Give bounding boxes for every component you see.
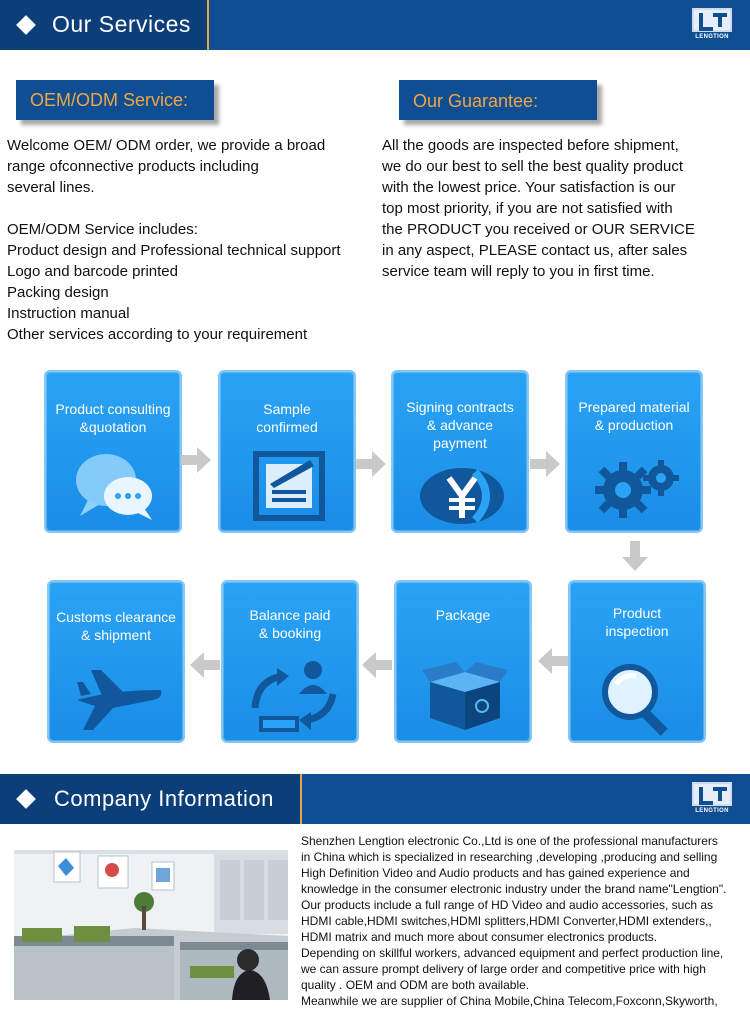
guarantee-heading: Our Guarantee: bbox=[399, 80, 597, 120]
oem-item: Logo and barcode printed bbox=[7, 263, 178, 280]
step-product-inspection bbox=[568, 580, 706, 743]
guarantee-line: the PRODUCT you received or OUR SERVICE bbox=[382, 221, 695, 238]
step-label-line: & booking bbox=[258, 625, 322, 641]
lengtion-logo bbox=[688, 782, 736, 816]
services-banner-tab bbox=[0, 0, 209, 50]
guarantee-line: service team will reply to you in first time. bbox=[382, 263, 655, 280]
step-label-line: payment bbox=[433, 435, 487, 451]
arrow-left-icon bbox=[362, 652, 392, 678]
box-icon bbox=[420, 660, 510, 732]
oem-item: Product design and Professional technical support bbox=[7, 242, 341, 259]
step-label bbox=[396, 606, 530, 624]
lengtion-logo bbox=[688, 8, 736, 42]
step-balance-paid bbox=[221, 580, 359, 743]
lengtion-logo-mark-icon bbox=[692, 8, 732, 32]
step-sample-confirmed bbox=[218, 370, 356, 533]
yen-coin-icon bbox=[417, 454, 507, 526]
company-text-line: Our products include a full range of HD Video and audio accessories, such as bbox=[301, 898, 714, 912]
company-text-line: HDMI matrix and much more about consumer electronics products. bbox=[301, 930, 658, 944]
diamond-icon bbox=[16, 15, 36, 35]
oem-intro-line: Welcome OEM/ ODM order, we provide a broad bbox=[7, 137, 326, 154]
company-text-line: Shenzhen Lengtion electronic Co.,Ltd is one of the professional manufacturers bbox=[301, 834, 718, 848]
step-label-line: Customs clearance bbox=[56, 609, 176, 625]
guarantee-line: with the lowest price. Your satisfaction is our bbox=[382, 179, 676, 196]
step-label bbox=[393, 398, 527, 452]
step-label-line: Signing contracts bbox=[406, 399, 514, 415]
step-label-line: Balance paid bbox=[249, 607, 331, 623]
guarantee-line: top most priority, if you are not satisfied with bbox=[382, 200, 673, 217]
step-label-line: & production bbox=[594, 417, 674, 433]
airplane-icon bbox=[73, 660, 163, 732]
lengtion-logo-text: LENGTION bbox=[695, 808, 729, 814]
company-banner-tab bbox=[0, 774, 302, 824]
services-title: Our Services bbox=[52, 11, 191, 37]
step-label-line: Prepared material bbox=[578, 399, 690, 415]
company-banner bbox=[0, 774, 750, 824]
step-label-line: & advance bbox=[426, 417, 494, 433]
guarantee-line: we do our best to sell the best quality product bbox=[382, 158, 684, 175]
services-banner bbox=[0, 0, 750, 50]
arrow-down-icon bbox=[622, 541, 648, 571]
company-text-line: High Definition Video and Audio products and has gained experience and bbox=[301, 866, 690, 880]
step-label-line: inspection bbox=[605, 623, 669, 639]
guarantee-text bbox=[382, 135, 695, 282]
step-label bbox=[570, 604, 704, 640]
step-label-line: &quotation bbox=[79, 419, 147, 435]
arrow-left-icon bbox=[190, 652, 220, 678]
oem-intro-line: range ofconnective products including bbox=[7, 158, 259, 175]
guarantee-line: All the goods are inspected before shipment, bbox=[382, 137, 679, 154]
company-text-line: quality . OEM and ODM are both available. bbox=[301, 978, 530, 992]
diamond-icon bbox=[16, 789, 36, 809]
company-text-line: knowledge in the consumer electronic industry under the brand name"Lengtion". bbox=[301, 882, 727, 896]
company-text-line: Depending on skillful workers, advanced equipment and perfect production line, bbox=[301, 946, 724, 960]
step-label bbox=[567, 398, 701, 434]
step-label bbox=[220, 400, 354, 436]
step-label bbox=[49, 608, 183, 644]
company-text-line: HDMI cable,HDMI switches,HDMI splitters,HDMI Converter,HDMI extenders,, bbox=[301, 914, 712, 928]
guarantee-line: in any aspect, PLEASE contact us, after sales bbox=[382, 242, 688, 259]
arrow-right-icon bbox=[530, 451, 560, 477]
step-label-line: & shipment bbox=[80, 627, 152, 643]
company-text-line: we can assure prompt delivery of large order and competitive price with high bbox=[301, 962, 706, 976]
company-title: Company Information bbox=[54, 786, 274, 811]
company-text-line: Meanwhile we are supplier of China Mobile,China Telecom,Foxconn,Skyworth, bbox=[301, 994, 718, 1008]
step-signing-contracts bbox=[391, 370, 529, 533]
step-label-line: confirmed bbox=[256, 419, 318, 435]
oem-item: Other services according to your requirement bbox=[7, 326, 308, 343]
oem-text bbox=[7, 135, 341, 345]
money-transfer-icon bbox=[247, 660, 337, 732]
oem-heading: OEM/ODM Service: bbox=[16, 80, 214, 120]
step-label-line: Package bbox=[435, 607, 491, 623]
step-label bbox=[46, 400, 180, 436]
step-product-consulting bbox=[44, 370, 182, 533]
step-customs-clearance bbox=[47, 580, 185, 743]
magnifier-icon bbox=[594, 662, 684, 734]
lengtion-logo-mark-icon bbox=[692, 782, 732, 806]
document-pen-icon bbox=[244, 450, 334, 522]
oem-item: Packing design bbox=[7, 284, 109, 301]
company-text-line: in China which is specialized in researching ,developing ,producing and selling bbox=[301, 850, 718, 864]
step-label-line: Product bbox=[612, 605, 662, 621]
arrow-left-icon bbox=[538, 648, 568, 674]
oem-includes-title: OEM/ODM Service includes: bbox=[7, 221, 198, 238]
arrow-right-icon bbox=[356, 451, 386, 477]
company-description bbox=[301, 833, 741, 1009]
office-photo-illustration bbox=[14, 832, 288, 1000]
gears-icon bbox=[591, 450, 681, 522]
step-label-line: Sample bbox=[263, 401, 311, 417]
step-prepared-material bbox=[565, 370, 703, 533]
step-package bbox=[394, 580, 532, 743]
office-photo bbox=[14, 832, 288, 1000]
arrow-right-icon bbox=[181, 447, 211, 473]
chat-bubbles-icon bbox=[70, 450, 160, 522]
oem-item: Instruction manual bbox=[7, 305, 130, 322]
oem-intro-line: several lines. bbox=[7, 179, 95, 196]
lengtion-logo-text: LENGTION bbox=[695, 34, 729, 40]
step-label bbox=[223, 606, 357, 642]
step-label-line: Product consulting bbox=[55, 401, 171, 417]
